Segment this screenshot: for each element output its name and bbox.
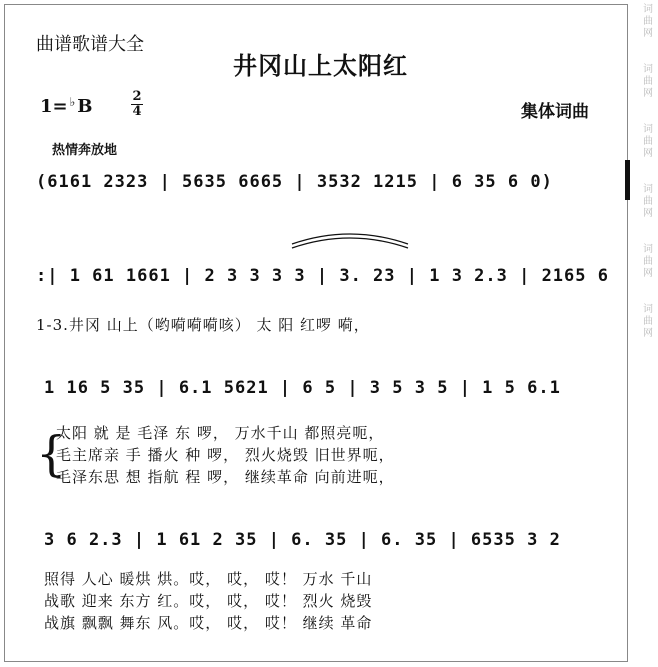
score-line-4-notes: 3 6 2.3 | 1 61 2 35 | 6. 35 | 6. 35 | 6535 3 2 (44, 530, 561, 550)
line-1-end-bar (625, 160, 630, 200)
verse-line: 毛泽东思 想 指航 程 啰， 继续革命 向前进呃， (56, 468, 395, 486)
author-credit: 集体词曲 (521, 102, 589, 122)
verse-line: 战旗 飘飘 舞东 风。哎， 哎， 哎！ 继续 革命 (44, 614, 373, 632)
verse-brace: { (36, 426, 67, 482)
verse-line: 照得 人心 暖烘 烘。哎， 哎， 哎！ 万水 千山 (44, 570, 373, 588)
score-line-2-notes: :| 1 61 1661 | 2 3 3 3 3 | 3. 23 | 1 3 2.3 | 2165 6 (36, 266, 609, 286)
song-title: 井冈山上太阳红 (233, 51, 408, 80)
meter-bottom: 4 (132, 104, 142, 119)
tempo-marking: 热情奔放地 (52, 143, 118, 158)
score-line-3-notes: 1 16 5 35 | 6.1 5621 | 6 5 | 3 5 3 5 | 1 5 6.1 (44, 378, 561, 398)
key-signature (40, 95, 93, 117)
side-watermark: 词 曲 网 词 曲 网 词 曲 网 词 曲 网 词 曲 网 词 曲 网 (643, 4, 653, 339)
verse-line: 战歌 迎来 东方 红。哎， 哎， 哎！ 烈火 烧毁 (44, 592, 373, 610)
site-name: 曲谱歌谱大全 (36, 34, 144, 55)
verse-line: 太阳 就 是 毛泽 东 啰， 万水千山 都照亮呃， (56, 424, 385, 442)
score-line-1-notes: (6161 2323 | 5635 6665 | 3532 1215 | 6 35 6 0) (36, 172, 553, 192)
flat-symbol: ♭ (69, 95, 76, 109)
score-line-2-lyric: 1-3.井冈 山上（哟嗬嗬嗬咳） 太 阳 红啰 嗬， (36, 316, 370, 334)
time-signature (131, 90, 143, 119)
tie-arc (290, 232, 410, 252)
key-note: B (77, 96, 93, 117)
verse-line: 毛主席亲 手 播火 种 啰， 烈火烧毁 旧世界呃， (56, 446, 395, 464)
meter-top: 2 (132, 89, 142, 104)
key-prefix: 1= (40, 96, 68, 117)
